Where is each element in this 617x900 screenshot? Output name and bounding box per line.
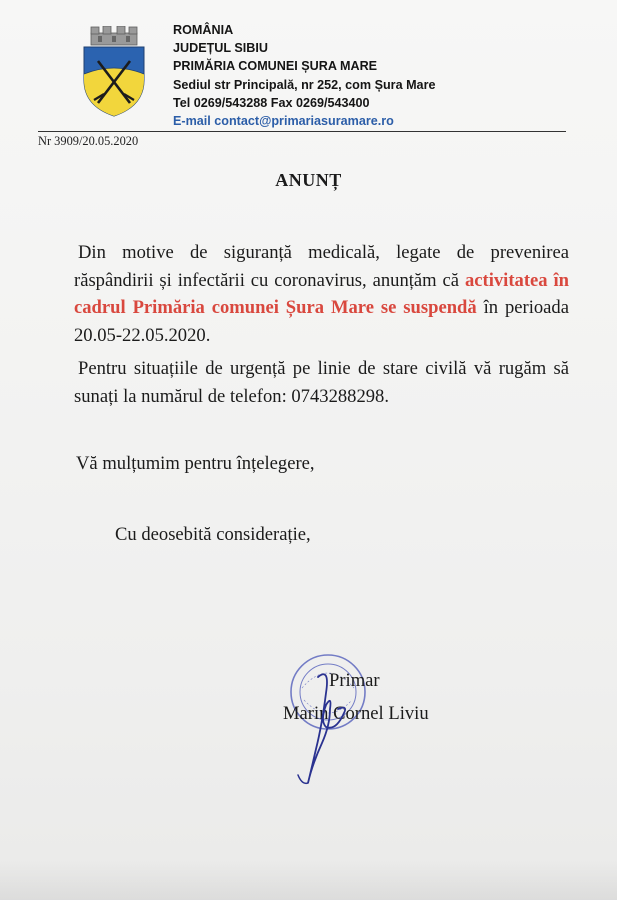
header-address: Sediul str Principală, nr 252, com Șura Mare <box>173 77 436 92</box>
handwritten-signature <box>278 665 378 795</box>
announcement-paragraph <box>74 239 569 349</box>
signatory-role: Primar <box>329 670 380 691</box>
letterhead <box>173 21 435 130</box>
header-phone-fax: Tel 0269/543288 Fax 0269/543400 <box>173 95 370 110</box>
suspension-highlight: activitatea în cadrul Primăria comunei Șura Mare se suspendă <box>74 269 569 318</box>
regards-line: Cu deosebită considerație, <box>115 524 311 545</box>
emergency-contact-paragraph: Pentru situațiile de urgență pe linie de stare civilă vă rugăm să sunați la numărul de telefon: 0743288298. <box>74 358 569 407</box>
coat-of-arms-crest-icon <box>78 26 150 118</box>
document-title: ANUNȚ <box>275 170 342 190</box>
thanks-line: Vă mulțumim pentru înțelegere, <box>76 453 315 474</box>
header-email[interactable]: E-mail contact@primariasuramare.ro <box>173 114 394 129</box>
header-country: ROMÂNIA <box>173 23 234 37</box>
header-institution: PRIMĂRIA COMUNEI ȘURA MARE <box>173 59 378 74</box>
paragraph-text-end: în perioada 20.05-22.05.2020. <box>74 297 569 346</box>
header-divider <box>38 131 566 132</box>
registration-number: Nr 3909/20.05.2020 <box>38 134 139 148</box>
header-county: JUDEȚUL SIBIU <box>173 41 268 56</box>
paragraph-text-start: Din motive de siguranță medicală, legate de prevenirea răspândirii și infectării cu coronavirus, anunțăm că <box>74 242 569 291</box>
signatory-name: Marin Cornel Liviu <box>283 703 429 724</box>
